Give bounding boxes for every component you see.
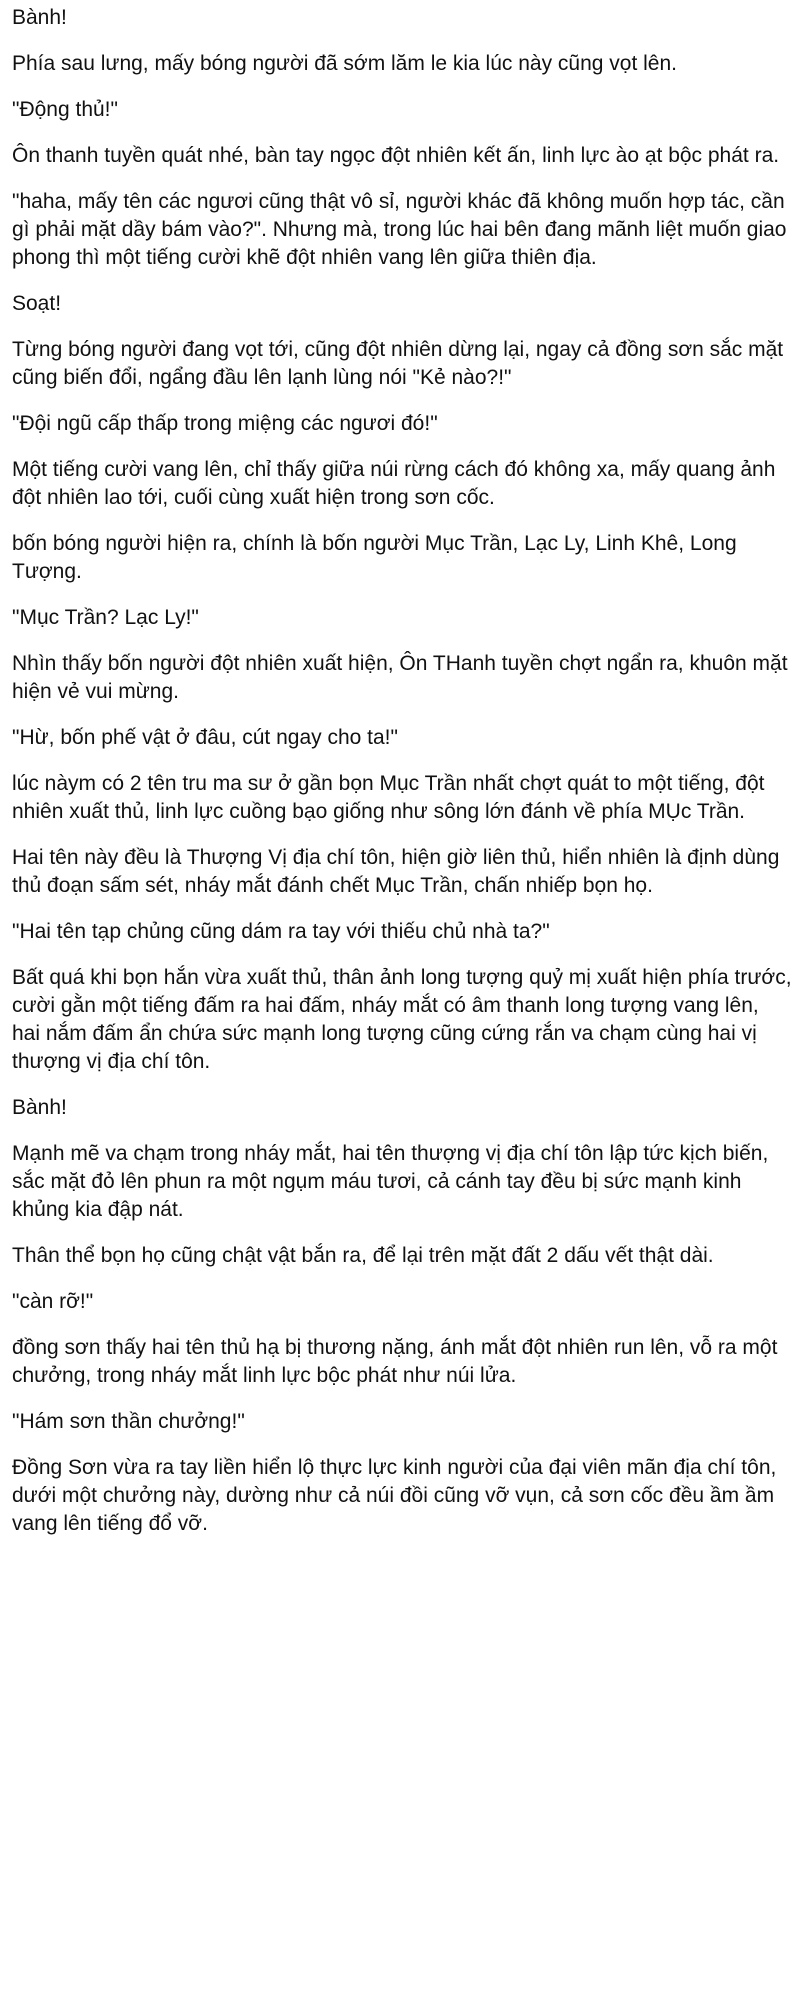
paragraph: "Hám sơn thần chưởng!" bbox=[12, 1410, 245, 1433]
paragraph: "Đội ngũ cấp thấp trong miệng các ngươi đó!" bbox=[12, 412, 438, 435]
paragraph: Thân thể bọn họ cũng chật vật bắn ra, để lại trên mặt đất 2 dấu vết thật dài. bbox=[12, 1244, 714, 1267]
paragraph: Bành! bbox=[12, 6, 67, 29]
paragraph: "Động thủ!" bbox=[12, 98, 118, 121]
paragraph: bốn bóng người hiện ra, chính là bốn người Mục Trần, Lạc Ly, Linh Khê, Long Tượng. bbox=[12, 532, 737, 583]
paragraph: Bành! bbox=[12, 1096, 67, 1119]
paragraph: Một tiếng cười vang lên, chỉ thấy giữa núi rừng cách đó không xa, mấy quang ảnh đột nhiên lao tới, cuối cùng xuất hiện trong sơn cốc. bbox=[12, 458, 776, 509]
paragraph: Bất quá khi bọn hắn vừa xuất thủ, thân ảnh long tượng quỷ mị xuất hiện phía trước, cười gằn một tiếng đấm ra hai đấm, nháy mắt có âm thanh long tượng vang lên, hai nắm đấm ẩn chứa sức mạnh long tượng cũng cứng rắn va chạm cùng hai vị thượng vị địa chí tôn. bbox=[12, 966, 792, 1073]
paragraph: "Mục Trần? Lạc Ly!" bbox=[12, 606, 199, 629]
paragraph: đồng sơn thấy hai tên thủ hạ bị thương nặng, ánh mắt đột nhiên run lên, vỗ ra một chưởng, trong nháy mắt linh lực bộc phát như núi lửa. bbox=[12, 1336, 778, 1387]
paragraph: "Hai tên tạp chủng cũng dám ra tay với thiếu chủ nhà ta?" bbox=[12, 920, 550, 943]
paragraph: lúc nàym có 2 tên tru ma sư ở gần bọn Mục Trần nhất chợt quát to một tiếng, đột nhiên xuất thủ, linh lực cuồng bạo giống như sông lớn đánh về phía MỤc Trần. bbox=[12, 772, 765, 823]
paragraph: Từng bóng người đang vọt tới, cũng đột nhiên dừng lại, ngay cả đồng sơn sắc mặt cũng biến đổi, ngẩng đầu lên lạnh lùng nói "Kẻ nào?!" bbox=[12, 338, 784, 389]
paragraph: Nhìn thấy bốn người đột nhiên xuất hiện, Ôn THanh tuyền chợt ngẩn ra, khuôn mặt hiện vẻ vui mừng. bbox=[12, 652, 788, 703]
paragraph: Đồng Sơn vừa ra tay liền hiển lộ thực lực kinh người của đại viên mãn địa chí tôn, dưới một chưởng này, dường như cả núi đồi cũng vỡ vụn, cả sơn cốc đều ầm ầm vang lên tiếng đổ vỡ. bbox=[12, 1456, 777, 1535]
paragraph: Ôn thanh tuyền quát nhé, bàn tay ngọc đột nhiên kết ấn, linh lực ào ạt bộc phát ra. bbox=[12, 144, 780, 167]
paragraph: Phía sau lưng, mấy bóng người đã sớm lăm le kia lúc này cũng vọt lên. bbox=[12, 52, 677, 75]
paragraph: "càn rỡ!" bbox=[12, 1290, 94, 1313]
story-text bbox=[12, 4, 792, 1556]
paragraph: "Hừ, bốn phế vật ở đâu, cút ngay cho ta!" bbox=[12, 726, 398, 749]
paragraph: Hai tên này đều là Thượng Vị địa chí tôn, hiện giờ liên thủ, hiển nhiên là định dùng thủ đoạn sấm sét, nháy mắt đánh chết Mục Trần, chấn nhiếp bọn họ. bbox=[12, 846, 780, 897]
paragraph: "haha, mấy tên các ngươi cũng thật vô sỉ, người khác đã không muốn hợp tác, cần gì phải mặt dầy bám vào?". Nhưng mà, trong lúc hai bên đang mãnh liệt muốn giao phong thì một tiếng cười khẽ đột nhiên vang lên giữa thiên địa. bbox=[12, 190, 787, 269]
paragraph: Mạnh mẽ va chạm trong nháy mắt, hai tên thượng vị địa chí tôn lập tức kịch biến, sắc mặt đỏ lên phun ra một ngụm máu tươi, cả cánh tay đều bị sức mạnh kinh khủng kia đập nát. bbox=[12, 1142, 769, 1221]
paragraph: Soạt! bbox=[12, 292, 62, 315]
